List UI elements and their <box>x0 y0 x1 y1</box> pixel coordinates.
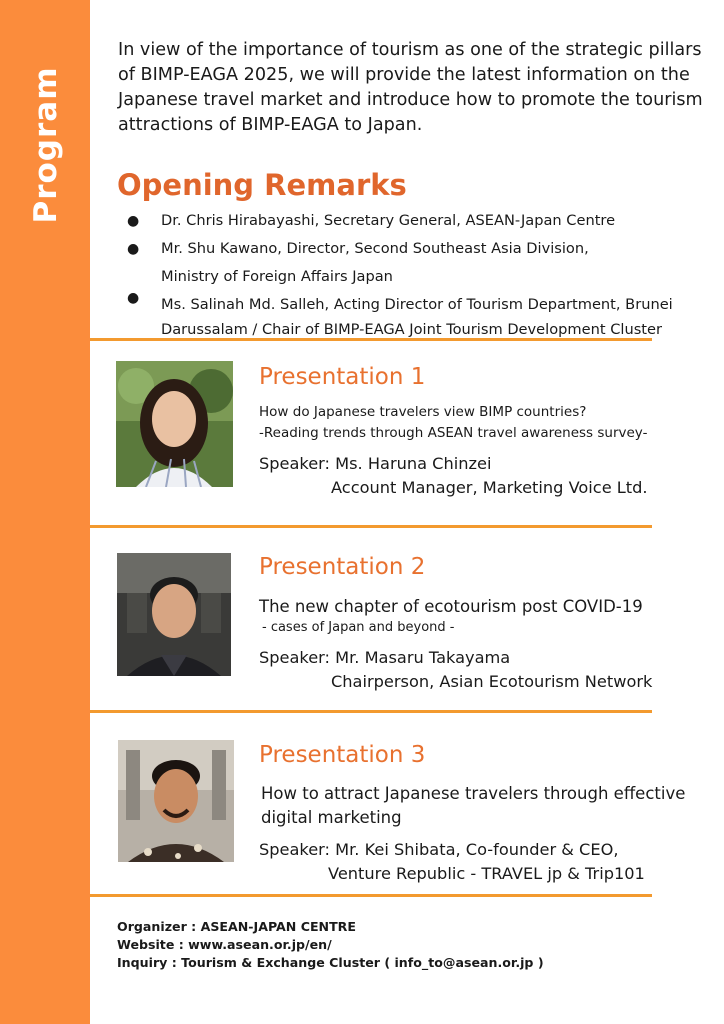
presentation-3-title: Presentation 3 <box>259 742 426 768</box>
presentation-2-topic-sub: - cases of Japan and beyond - <box>262 620 455 635</box>
presentation-1-speaker <box>259 452 648 500</box>
presentation-1-topic <box>259 402 647 444</box>
speaker-line: Venture Republic - TRAVEL jp & Trip101 <box>328 864 645 883</box>
remark-line: Dr. Chris Hirabayashi, Secretary General, ASEAN-Japan Centre <box>161 212 616 229</box>
opening-remarks-title: Opening Remarks <box>117 168 407 202</box>
section-divider <box>90 338 652 341</box>
sidebar-label: Program <box>28 66 64 224</box>
remark-line: Ministry of Foreign Affairs Japan <box>161 268 393 285</box>
speaker-line: Chairperson, Asian Ecotourism Network <box>331 672 653 691</box>
presentation-2-speaker <box>259 646 652 694</box>
speaker-line: Speaker: Ms. Haruna Chinzei <box>259 454 492 473</box>
presentation-3-speaker <box>259 838 645 886</box>
presentation-1-title: Presentation 1 <box>259 364 426 390</box>
remark-item <box>127 207 691 235</box>
footer-info <box>117 918 544 972</box>
remark-line: Darussalam / Chair of BIMP-EAGA Joint Tourism Development Cluster <box>161 321 663 338</box>
presentation-2-title: Presentation 2 <box>259 554 426 580</box>
presentation-3-topic <box>261 782 685 830</box>
remark-item <box>127 290 691 342</box>
bullet-icon: ● <box>127 213 140 229</box>
intro-paragraph: In view of the importance of tourism as one of the strategic pillars of BIMP-EAGA 2025, we will provide the latest information on the Japanese travel market and introduce how to promote the tourism attractions of BIMP-EAGA to Japan. <box>118 40 703 135</box>
website-text[interactable]: Website : www.asean.or.jp/en/ <box>117 937 332 952</box>
speaker-line: Account Manager, Marketing Voice Ltd. <box>331 478 648 497</box>
bullet-icon: ● <box>127 290 140 306</box>
remark-line: Ms. Salinah Md. Salleh, Acting Director of Tourism Department, Brunei <box>161 296 673 313</box>
presentation-2-topic: The new chapter of ecotourism post COVID-19 <box>259 597 643 616</box>
topic-line: How do Japanese travelers view BIMP countries? <box>259 404 587 420</box>
bullet-icon: ● <box>127 241 140 257</box>
section-divider <box>90 894 652 897</box>
speaker-line: Speaker: Mr. Masaru Takayama <box>259 648 511 667</box>
section-divider <box>90 525 652 528</box>
section-divider <box>90 710 652 713</box>
speaker-photo-haruna-chinzei <box>116 361 233 487</box>
topic-line: How to attract Japanese travelers through effective <box>261 784 686 803</box>
organizer-text: Organizer : ASEAN-JAPAN CENTRE <box>117 919 356 934</box>
program-sidebar <box>0 0 90 1024</box>
remark-item <box>127 235 691 291</box>
speaker-photo-kei-shibata <box>118 740 234 862</box>
speaker-photo-masaru-takayama <box>117 553 231 676</box>
remark-line: Mr. Shu Kawano, Director, Second Southeast Asia Division, <box>161 240 589 257</box>
topic-line: -Reading trends through ASEAN travel awareness survey- <box>259 425 648 441</box>
speaker-line: Speaker: Mr. Kei Shibata, Co-founder & CEO, <box>259 840 619 859</box>
topic-line: digital marketing <box>261 808 402 827</box>
inquiry-text[interactable]: Inquiry : Tourism & Exchange Cluster ( info_to@asean.or.jp ) <box>117 955 544 970</box>
